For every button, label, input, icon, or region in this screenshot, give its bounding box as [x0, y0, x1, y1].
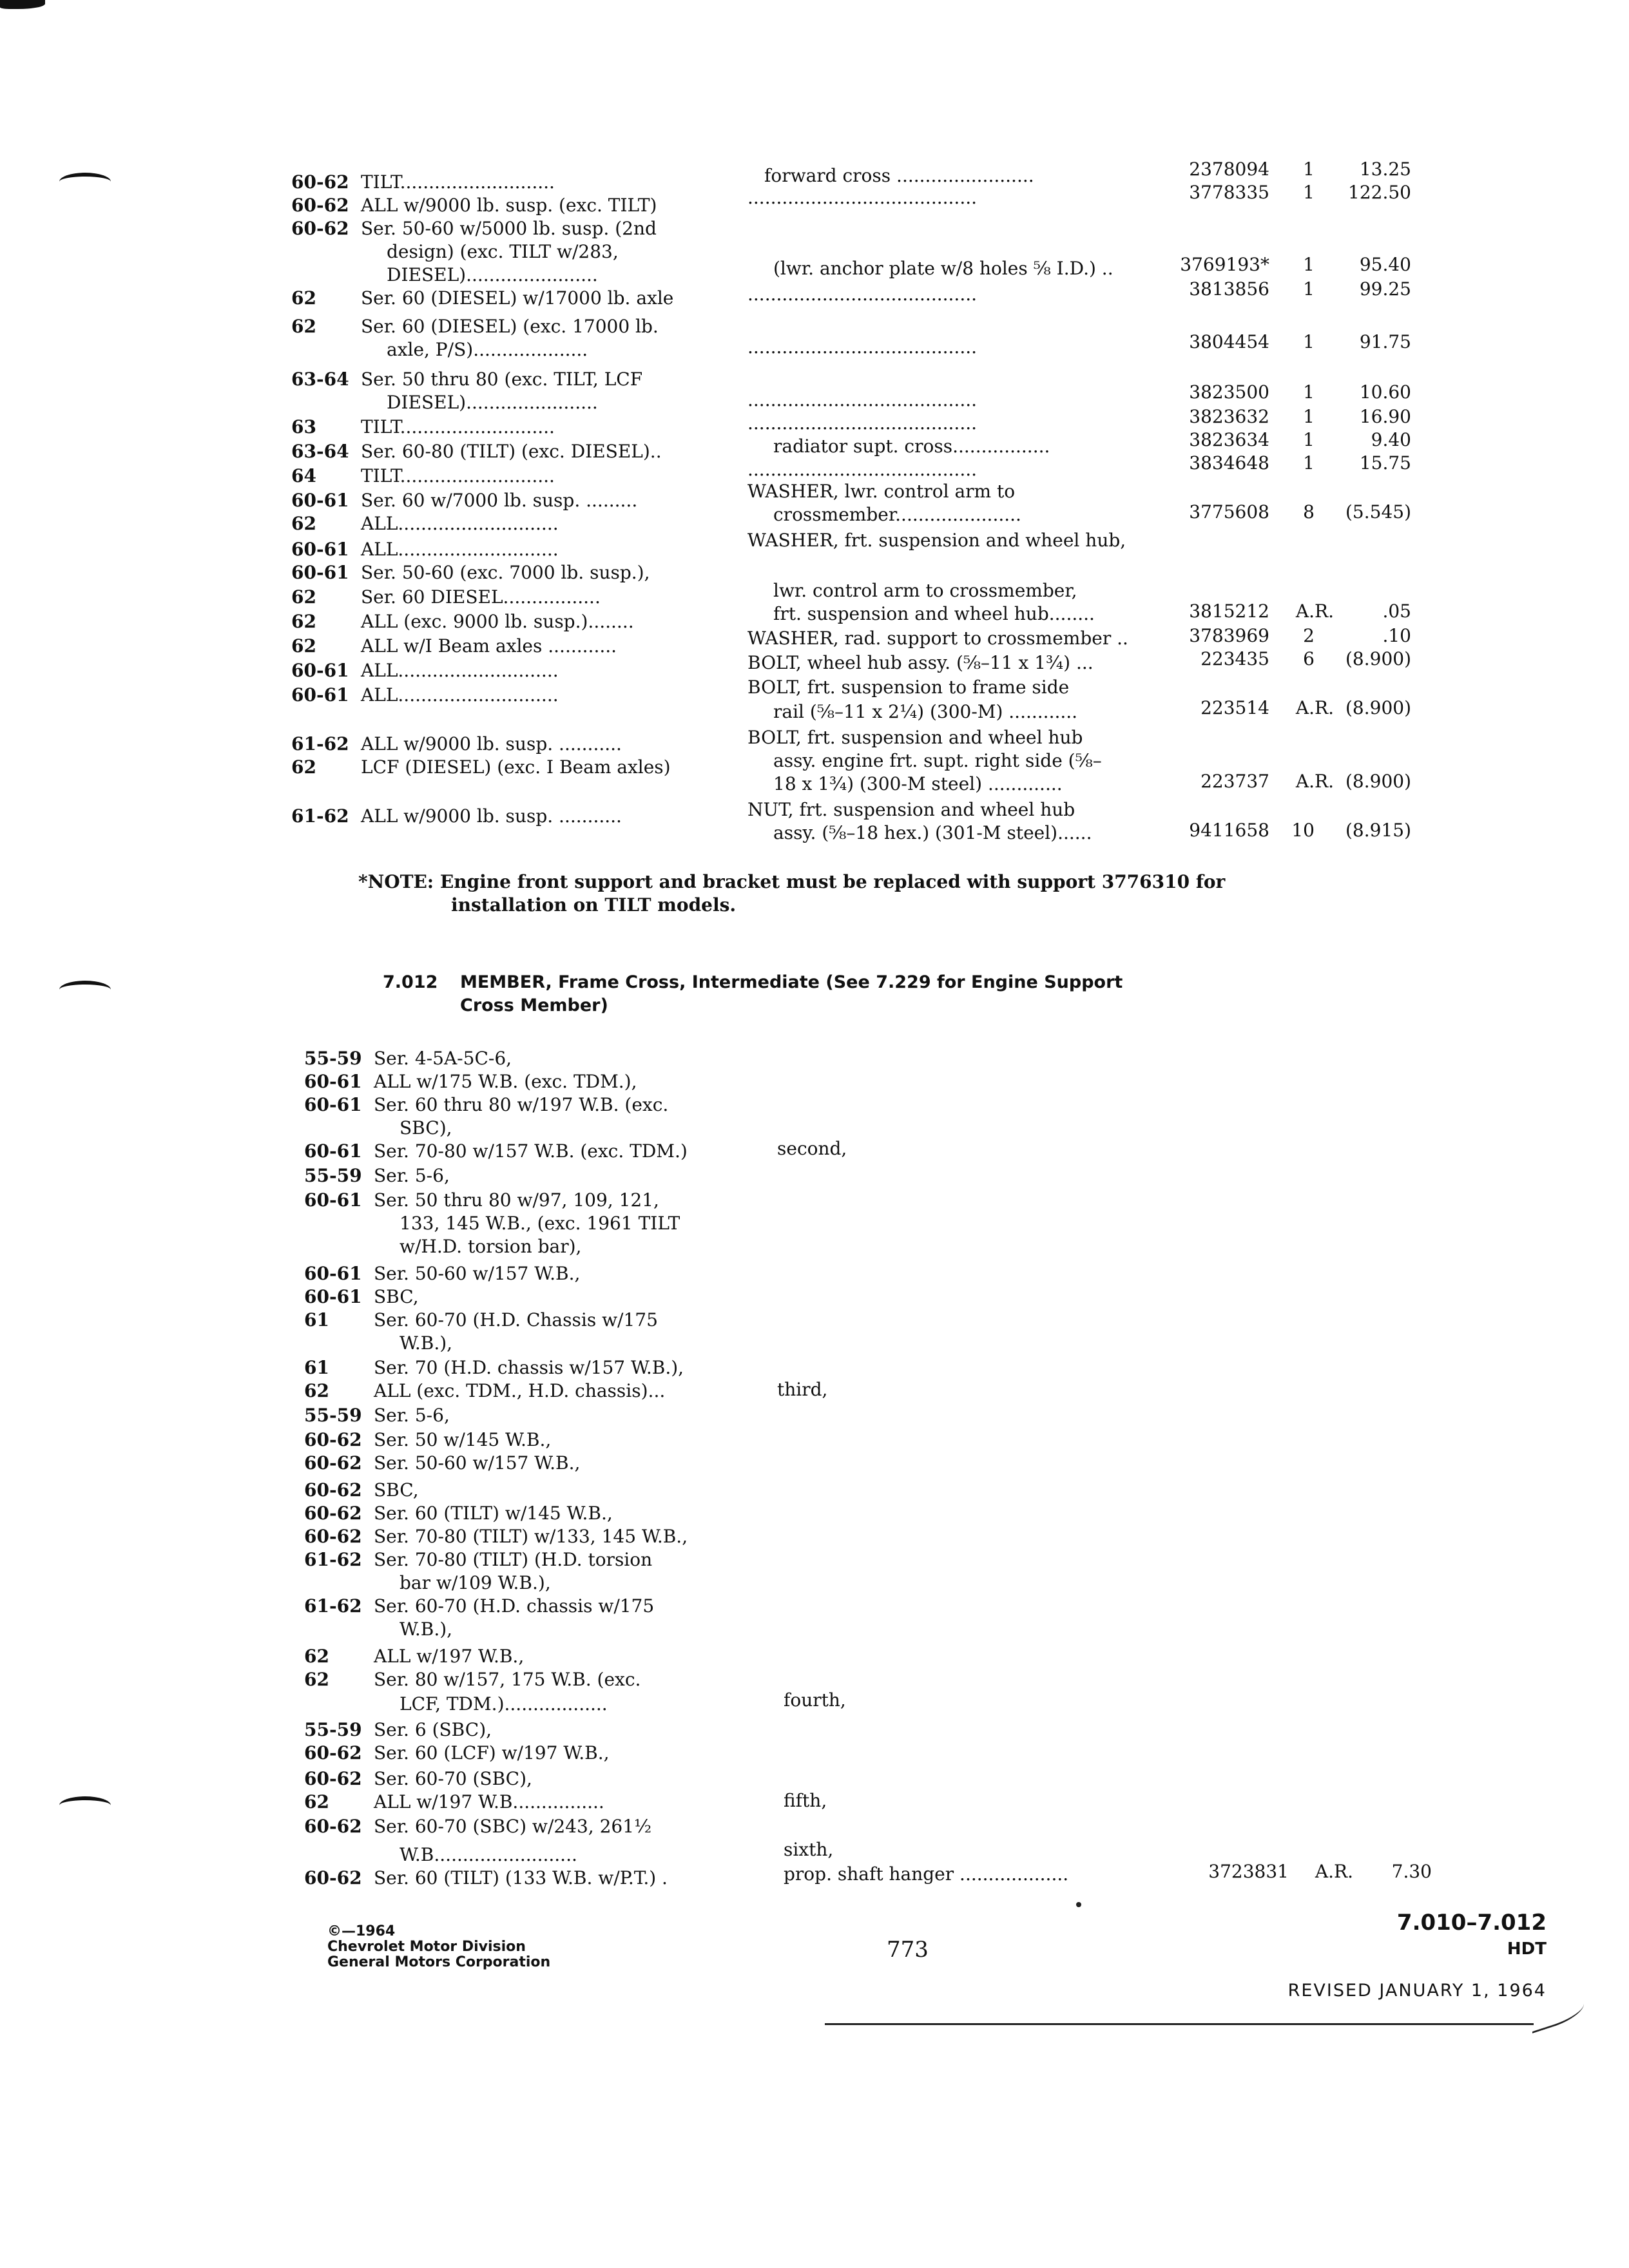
part-number: 3823634 — [1189, 429, 1269, 450]
price: 15.75 — [1359, 452, 1411, 474]
entry-desc: ALL w/175 W.B. (exc. TDM.), — [374, 1071, 637, 1092]
position-fifth: fifth, — [784, 1790, 827, 1811]
entry-desc: TILT........................... — [361, 465, 555, 486]
year: 63 — [291, 416, 316, 437]
year: 62 — [304, 1669, 329, 1690]
part-number: 3813856 — [1189, 278, 1269, 300]
year: 60-62 — [304, 1867, 362, 1888]
year: 55-59 — [304, 1048, 362, 1069]
margin-mark-3 — [59, 1796, 111, 1814]
entry-desc: SBC), — [400, 1117, 452, 1139]
entry-desc: W.B.), — [400, 1332, 453, 1354]
quantity: 1 — [1303, 182, 1315, 203]
year: 60-62 — [291, 218, 349, 239]
part-desc: BOLT, wheel hub assy. (⅝–11 x 1¾) ... — [747, 652, 1094, 673]
entry-desc: Ser. 60-70 (H.D. chassis w/175 — [374, 1595, 655, 1617]
footer-rule — [825, 2023, 1534, 2025]
quantity: A.R. — [1295, 601, 1334, 622]
position-sixth: sixth, — [784, 1839, 834, 1860]
part-desc: frt. suspension and wheel hub........ — [773, 603, 1095, 624]
entry-desc: Ser. 60 (TILT) w/145 W.B., — [374, 1503, 613, 1524]
part-number: 3783969 — [1189, 625, 1269, 646]
part-number: 3815212 — [1189, 601, 1269, 622]
part-number: 3723831 — [1208, 1861, 1289, 1882]
entry-desc: Ser. 60-80 (TILT) (exc. DIESEL).. — [361, 441, 662, 462]
year: 60-62 — [304, 1768, 362, 1789]
quantity: 1 — [1303, 429, 1315, 450]
price: 9.40 — [1371, 429, 1411, 450]
quantity: 1 — [1303, 406, 1315, 427]
entry-desc: Ser. 5-6, — [374, 1165, 450, 1186]
year: 60-62 — [304, 1429, 362, 1450]
entry-desc: ALL............................ — [361, 684, 559, 706]
section-title-line-2: Cross Member) — [460, 995, 608, 1015]
footer-copyright: ©—1964 — [327, 1923, 396, 1939]
price: 122.50 — [1348, 182, 1411, 203]
part-desc: NUT, frt. suspension and wheel hub — [747, 799, 1075, 820]
entry-desc: LCF, TDM.).................. — [400, 1693, 608, 1715]
year: 62 — [291, 586, 316, 608]
part-desc: ........................................ — [747, 459, 978, 480]
entry-desc: Ser. 70-80 (TILT) w/133, 145 W.B., — [374, 1526, 688, 1547]
part-number: 3834648 — [1189, 452, 1269, 474]
year: 61 — [304, 1357, 329, 1378]
entry-desc: Ser. 60 w/7000 lb. susp. ......... — [361, 490, 638, 511]
year: 60-62 — [304, 1816, 362, 1837]
price: 99.25 — [1359, 278, 1411, 300]
part-desc: ........................................ — [747, 389, 978, 410]
quantity: 1 — [1303, 452, 1315, 474]
entry-desc: Ser. 50-60 (exc. 7000 lb. susp.), — [361, 562, 650, 583]
part-number: 3823500 — [1189, 381, 1269, 403]
entry-desc: bar w/109 W.B.), — [400, 1572, 551, 1593]
entry-desc: Ser. 60 DIESEL................. — [361, 586, 601, 608]
entry-desc: Ser. 60-70 (SBC) w/243, 261½ — [374, 1816, 652, 1837]
part-number: 9411658 — [1189, 820, 1269, 841]
entry-desc: Ser. 50-60 w/5000 lb. susp. (2nd — [361, 218, 657, 239]
price: 91.75 — [1359, 331, 1411, 352]
entry-desc: ALL............................ — [361, 660, 559, 681]
entry-desc: ALL w/9000 lb. susp. (exc. TILT) — [361, 195, 657, 216]
part-desc: 18 x 1¾) (300-M steel) ............. — [773, 773, 1063, 794]
price: 10.60 — [1359, 381, 1411, 403]
entry-desc: DIESEL)....................... — [387, 392, 598, 413]
year: 55-59 — [304, 1719, 362, 1740]
price: 95.40 — [1359, 254, 1411, 275]
part-desc: radiator supt. cross................. — [773, 436, 1050, 457]
margin-mark-2 — [59, 981, 111, 999]
part-desc: WASHER, rad. support to crossmember .. — [747, 628, 1128, 649]
entry-desc: SBC, — [374, 1286, 419, 1307]
price: 16.90 — [1359, 406, 1411, 427]
price: .05 — [1382, 601, 1411, 622]
part-desc: prop. shaft hanger ................... — [784, 1863, 1069, 1885]
part-desc: WASHER, frt. suspension and wheel hub, — [747, 530, 1126, 551]
part-desc: crossmember...................... — [773, 504, 1021, 525]
year: 63-64 — [291, 369, 349, 390]
entry-desc: ALL............................ — [361, 539, 559, 560]
part-desc: assy. engine frt. supt. right side (⅝– — [773, 750, 1102, 771]
price: .10 — [1382, 625, 1411, 646]
part-desc: (lwr. anchor plate w/8 holes ⅝ I.D.) .. — [773, 258, 1113, 279]
position-second: second, — [777, 1138, 847, 1159]
year: 62 — [304, 1646, 329, 1667]
price: (8.900) — [1345, 771, 1411, 792]
year: 60-61 — [291, 684, 349, 706]
year: 61-62 — [304, 1595, 362, 1617]
entry-desc: Ser. 60 (LCF) w/197 W.B., — [374, 1742, 610, 1763]
price: (8.915) — [1345, 820, 1411, 841]
quantity: 1 — [1303, 159, 1315, 180]
quantity: 2 — [1303, 625, 1315, 646]
entry-desc: Ser. 60 (TILT) (133 W.B. w/P.T.) . — [374, 1867, 668, 1888]
note-line-2: installation on TILT models. — [451, 894, 737, 916]
year: 62 — [291, 756, 316, 778]
year: 60-61 — [291, 562, 349, 583]
quantity: 1 — [1303, 254, 1315, 275]
part-desc: ........................................ — [747, 412, 978, 434]
entry-desc: 133, 145 W.B., (exc. 1961 TILT — [400, 1213, 680, 1234]
quantity: 10 — [1291, 820, 1315, 841]
quantity: 1 — [1303, 278, 1315, 300]
part-number: 3775608 — [1189, 501, 1269, 523]
note-line-1: *NOTE: Engine front support and bracket must be replaced with support 3776310 for — [358, 871, 1226, 892]
position-third: third, — [777, 1379, 828, 1400]
entry-desc: Ser. 4-5A-5C-6, — [374, 1048, 512, 1069]
hdt-label: HDT — [1507, 1939, 1547, 1959]
year: 60-61 — [304, 1263, 362, 1284]
part-desc: ........................................ — [747, 336, 978, 358]
year: 60-61 — [291, 660, 349, 681]
entry-desc: Ser. 5-6, — [374, 1405, 450, 1426]
footer-corporation: General Motors Corporation — [327, 1954, 551, 1970]
year: 60-62 — [304, 1742, 362, 1763]
entry-desc: TILT........................... — [361, 416, 555, 437]
year: 62 — [304, 1380, 329, 1401]
quantity: A.R. — [1295, 697, 1334, 718]
part-number: 223514 — [1200, 697, 1269, 718]
year: 60-61 — [304, 1140, 362, 1162]
year: 60-62 — [304, 1526, 362, 1547]
entry-desc: ALL w/197 W.B................ — [374, 1791, 604, 1812]
part-number: 3778335 — [1189, 182, 1269, 203]
year: 60-61 — [304, 1094, 362, 1115]
entry-desc: ALL (exc. 9000 lb. susp.)........ — [361, 611, 634, 632]
part-number: 3769193* — [1180, 254, 1269, 275]
section-title-line-1: MEMBER, Frame Cross, Intermediate (See 7.229 for Engine Support — [460, 972, 1123, 992]
year: 60-62 — [291, 171, 349, 193]
part-desc: ........................................ — [747, 284, 978, 305]
price: (8.900) — [1345, 697, 1411, 718]
year: 61-62 — [291, 805, 349, 827]
entry-desc: ALL w/9000 lb. susp. ........... — [361, 805, 622, 827]
year: 60-61 — [304, 1189, 362, 1211]
year: 60-61 — [291, 539, 349, 560]
entry-desc: Ser. 70-80 w/157 W.B. (exc. TDM.) — [374, 1140, 688, 1162]
entry-desc: axle, P/S).................... — [387, 339, 588, 360]
section-number: 7.012 — [383, 972, 438, 992]
entry-desc: Ser. 60-70 (SBC), — [374, 1768, 532, 1789]
entry-desc: ALL w/I Beam axles ............ — [361, 635, 617, 657]
footer-division: Chevrolet Motor Division — [327, 1939, 526, 1955]
entry-desc: Ser. 50 thru 80 (exc. TILT, LCF — [361, 369, 643, 390]
entry-desc: design) (exc. TILT w/283, — [387, 241, 619, 262]
part-number: 3823632 — [1189, 406, 1269, 427]
margin-mark-1 — [59, 173, 111, 191]
year: 63-64 — [291, 441, 349, 462]
entry-desc: LCF (DIESEL) (exc. I Beam axles) — [361, 756, 671, 778]
entry-desc: Ser. 6 (SBC), — [374, 1719, 492, 1740]
year: 60-61 — [291, 490, 349, 511]
year: 61 — [304, 1309, 329, 1331]
position-fourth: fourth, — [784, 1689, 846, 1711]
part-desc: WASHER, lwr. control arm to — [747, 481, 1016, 502]
year: 60-61 — [304, 1286, 362, 1307]
entry-desc: Ser. 80 w/157, 175 W.B. (exc. — [374, 1669, 641, 1690]
year: 62 — [291, 635, 316, 657]
entry-desc: w/H.D. torsion bar), — [400, 1236, 582, 1257]
year: 60-62 — [304, 1503, 362, 1524]
year: 60-62 — [304, 1452, 362, 1474]
quantity: 6 — [1303, 648, 1315, 669]
entry-desc: Ser. 60 (DIESEL) w/17000 lb. axle — [361, 287, 674, 309]
year: 55-59 — [304, 1165, 362, 1186]
entry-desc: Ser. 50 thru 80 w/97, 109, 121, — [374, 1189, 659, 1211]
part-number: 2378094 — [1189, 159, 1269, 180]
price: (5.545) — [1345, 501, 1411, 523]
year: 61-62 — [291, 733, 349, 754]
year: 62 — [291, 611, 316, 632]
entry-desc: ALL (exc. TDM., H.D. chassis)... — [374, 1380, 666, 1401]
speck — [1076, 1902, 1081, 1907]
revised-date: REVISED JANUARY 1, 1964 — [1287, 1981, 1547, 2001]
part-desc: lwr. control arm to crossmember, — [773, 580, 1077, 601]
quantity: 1 — [1303, 331, 1315, 352]
part-number: 223435 — [1200, 648, 1269, 669]
entry-desc: Ser. 60 (DIESEL) (exc. 17000 lb. — [361, 316, 659, 337]
price: 7.30 — [1391, 1861, 1432, 1882]
entry-desc: Ser. 70 (H.D. chassis w/157 W.B.), — [374, 1357, 684, 1378]
quantity: 1 — [1303, 381, 1315, 403]
corner-mark — [0, 0, 45, 9]
entry-desc: Ser. 60 thru 80 w/197 W.B. (exc. — [374, 1094, 669, 1115]
entry-desc: Ser. 70-80 (TILT) (H.D. torsion — [374, 1549, 653, 1570]
entry-desc: W.B.), — [400, 1619, 453, 1640]
price: 13.25 — [1359, 159, 1411, 180]
year: 62 — [304, 1791, 329, 1812]
part-desc: assy. (⅝–18 hex.) (301-M steel)...... — [773, 822, 1092, 843]
part-desc: BOLT, frt. suspension and wheel hub — [747, 727, 1083, 748]
section-range: 7.010–7.012 — [1396, 1910, 1547, 1936]
entry-desc: ALL w/9000 lb. susp. ........... — [361, 733, 622, 754]
part-desc: rail (⅝–11 x 2¼) (300-M) ............ — [773, 701, 1078, 722]
year: 61-62 — [304, 1549, 362, 1570]
year: 60-61 — [304, 1071, 362, 1092]
entry-desc: Ser. 50-60 w/157 W.B., — [374, 1452, 581, 1474]
price: (8.900) — [1345, 648, 1411, 669]
quantity: 8 — [1303, 501, 1315, 523]
year: 62 — [291, 316, 316, 337]
quantity: A.R. — [1295, 771, 1334, 792]
part-desc: ........................................ — [747, 187, 978, 208]
year: 62 — [291, 287, 316, 309]
year: 60-62 — [304, 1479, 362, 1501]
part-number: 223737 — [1200, 771, 1269, 792]
entry-desc: SBC, — [374, 1479, 419, 1501]
entry-desc: Ser. 50-60 w/157 W.B., — [374, 1263, 581, 1284]
quantity: A.R. — [1315, 1861, 1353, 1882]
part-desc: forward cross ........................ — [764, 165, 1034, 186]
part-number: 3804454 — [1189, 331, 1269, 352]
entry-desc: DIESEL)....................... — [387, 264, 598, 285]
entry-desc: Ser. 60-70 (H.D. Chassis w/175 — [374, 1309, 658, 1331]
year: 60-62 — [291, 195, 349, 216]
entry-desc: ALL w/197 W.B., — [374, 1646, 525, 1667]
entry-desc: TILT........................... — [361, 171, 555, 193]
year: 55-59 — [304, 1405, 362, 1426]
page-number: 773 — [887, 1937, 929, 1963]
year: 64 — [291, 465, 316, 486]
entry-desc: ALL............................ — [361, 513, 559, 534]
entry-desc: W.B......................... — [400, 1844, 577, 1865]
part-desc: BOLT, frt. suspension to frame side — [747, 677, 1070, 698]
year: 62 — [291, 513, 316, 534]
entry-desc: Ser. 50 w/145 W.B., — [374, 1429, 552, 1450]
